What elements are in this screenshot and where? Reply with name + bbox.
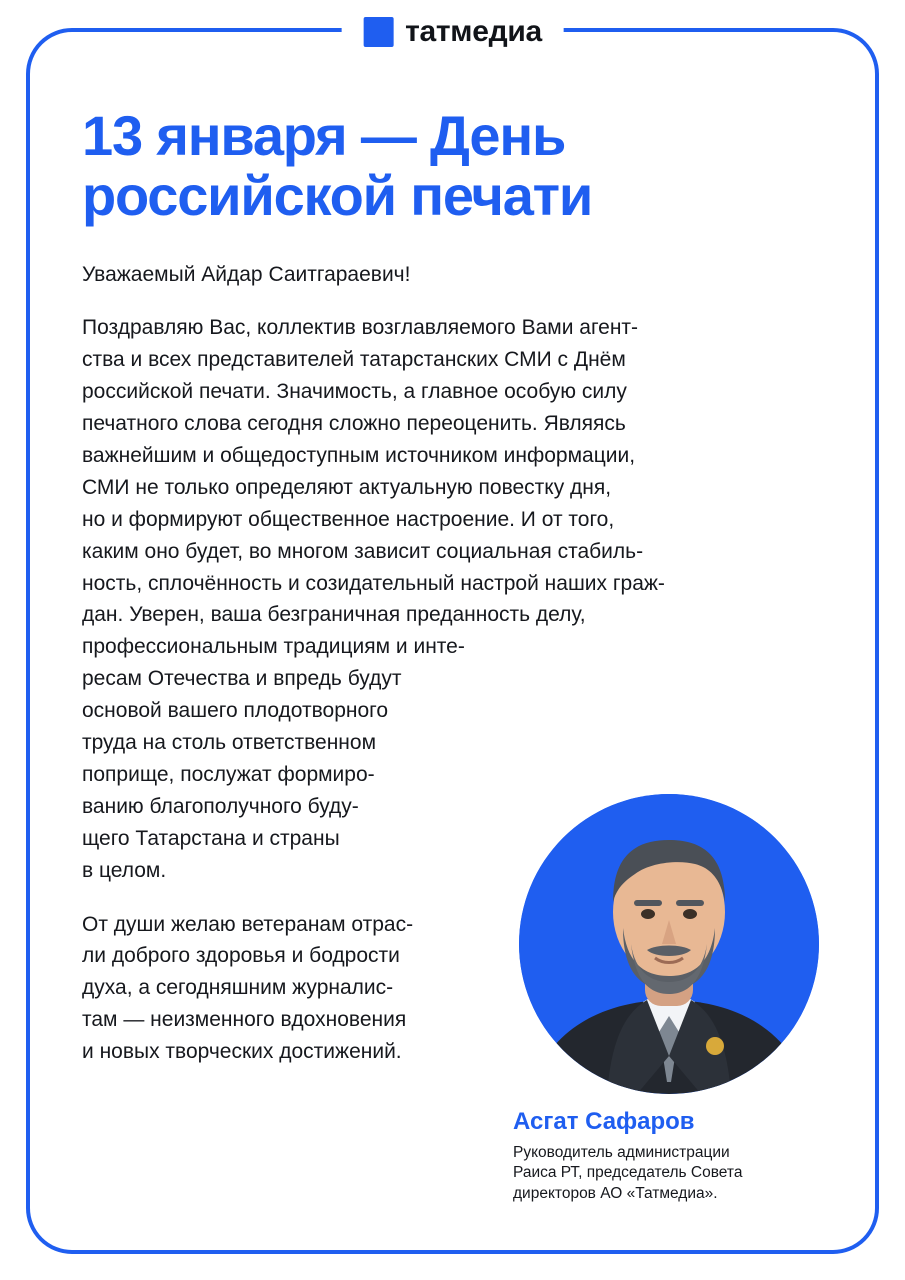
portrait-photo: [519, 794, 819, 1094]
letter-line: труда на столь ответственном: [82, 731, 377, 755]
letter-line: духа, а сегодняшним журналис-: [82, 976, 394, 1000]
letter-line: там — неизменного вдохновения: [82, 1008, 407, 1032]
brand-name: татмедиа: [405, 15, 542, 48]
letter-line: От души желаю ветеранам отрас-: [82, 912, 414, 936]
letter-line: СМИ не только определяют актуальную повестку дня,: [82, 475, 612, 499]
letter-line: основой вашего плодотворного: [82, 699, 389, 723]
letter-paragraph-2: [82, 909, 532, 1069]
letter-line: каким оно будет, во многом зависит социальная стабиль-: [82, 539, 644, 563]
letter-line: российской печати. Значимость, а главное особую силу: [82, 380, 627, 404]
letter-line: профессиональным традициям и инте-: [82, 635, 465, 659]
salutation: Уважаемый Айдар Саитгараевич!: [82, 262, 411, 286]
page-title: [82, 106, 823, 226]
letter-line: ванию благополучного буду-: [82, 794, 359, 818]
letter-line: ли доброго здоровья и бодрости: [82, 944, 400, 968]
poster-frame: [26, 15, 879, 1254]
person-role-line-1: Руководитель администрации: [513, 1143, 730, 1161]
headline-line-1: 13 января — День: [82, 104, 566, 167]
letter-line: Поздравляю Вас, коллектив возглавляемого Вами агент-: [82, 316, 639, 340]
brand-header: [341, 10, 564, 54]
poster-content: [30, 32, 875, 1250]
person-role-line-3: директоров АО «Татмедиа».: [513, 1184, 718, 1202]
letter-line: дан. Уверен, ваша безграничная преданность делу,: [82, 603, 586, 627]
letter-line: ства и всех представителей татарстанских СМИ с Днём: [82, 348, 626, 372]
headline-line-2: российской печати: [82, 163, 593, 227]
letter-line: ресам Отечества и впредь будут: [82, 667, 402, 691]
letter-line: в целом.: [82, 858, 167, 882]
letter-line: щего Татарстана и страны: [82, 826, 340, 850]
person-name: Асгат Сафаров: [513, 1107, 695, 1135]
letter-line: поприще, послужат формиро-: [82, 762, 375, 786]
letter-line: но и формируют общественное настроение. И от того,: [82, 507, 615, 531]
letter-line: печатного слова сегодня сложно переоценить. Являясь: [82, 411, 626, 435]
letter-line: ность, сплочённость и созидательный настрой наших граж-: [82, 571, 665, 595]
person-role: [513, 1143, 829, 1204]
signature-block: [509, 794, 829, 1204]
person-role-line-2: Раиса РТ, председатель Совета: [513, 1164, 743, 1182]
letter-line: и новых творческих достижений.: [82, 1040, 402, 1064]
square-logo-icon: [363, 17, 393, 47]
letter-line: важнейшим и общедоступным источником информации,: [82, 443, 636, 467]
